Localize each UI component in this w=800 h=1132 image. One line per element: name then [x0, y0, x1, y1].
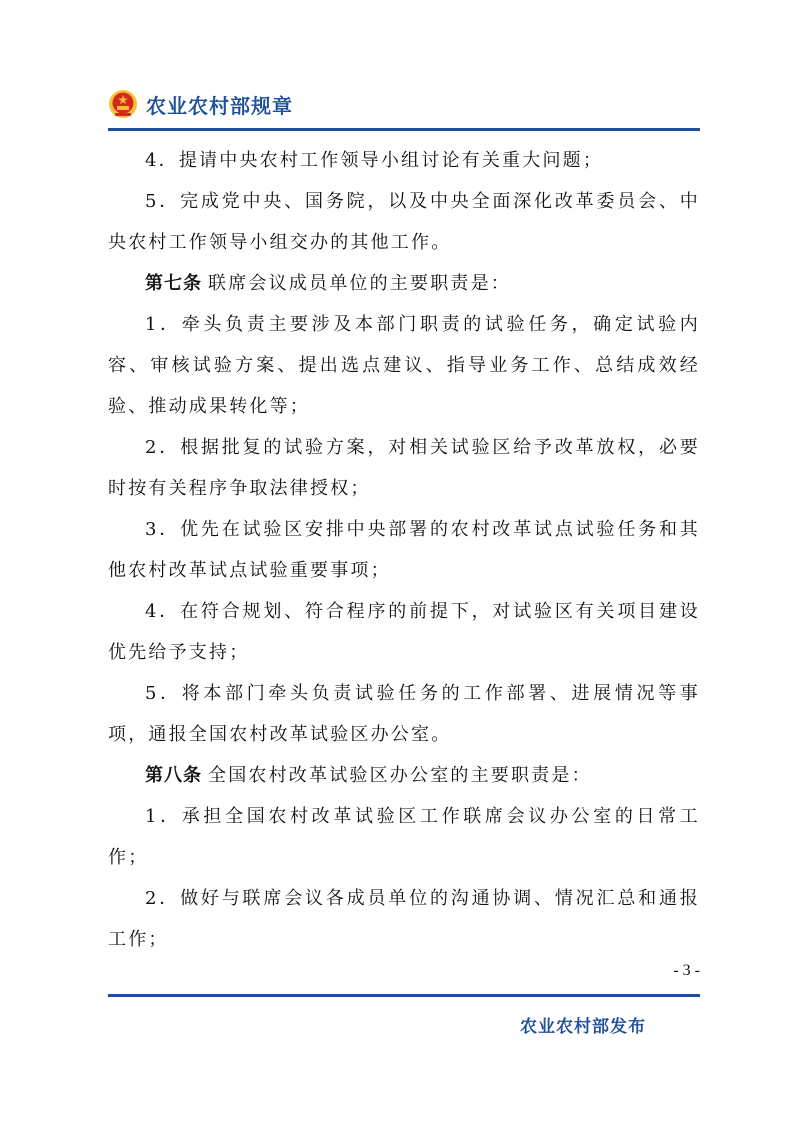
body-paragraph: 3．优先在试验区安排中央部署的农村改革试点试验任务和其他农村改革试点试验重要事项； — [108, 519, 700, 581]
national-emblem-icon — [108, 89, 138, 119]
body-paragraph: 5．完成党中央、国务院，以及中央全面深化改革委员会、中央农村工作领导小组交办的其他工作。 — [108, 191, 700, 253]
footer-divider — [108, 994, 700, 997]
document-body — [108, 140, 700, 960]
body-paragraph: 4．提请中央农村工作领导小组讨论有关重大问题； — [145, 150, 604, 171]
body-paragraph: 4．在符合规划、符合程序的前提下，对试验区有关项目建设优先给予支持； — [108, 601, 700, 663]
page-header — [108, 84, 293, 124]
article-label: 第八条 — [145, 765, 202, 786]
footer-publisher: 农业农村部发布 — [520, 1017, 646, 1037]
body-paragraph: 2．做好与联席会议各成员单位的沟通协调、情况汇总和通报工作； — [108, 888, 700, 950]
article-paragraph: 第七条 联席会议成员单位的主要职责是： — [145, 273, 511, 294]
page-number: - 3 - — [673, 962, 700, 979]
body-paragraph: 2．根据批复的试验方案，对相关试验区给予改革放权，必要时按有关程序争取法律授权； — [108, 437, 700, 499]
body-paragraph: 1．牵头负责主要涉及本部门职责的试验任务，确定试验内容、审核试验方案、提出选点建议、指导业务工作、总结成效经验、推动成果转化等； — [108, 314, 700, 417]
header-divider — [108, 128, 700, 131]
body-paragraph: 5．将本部门牵头负责试验任务的工作部署、进展情况等事项，通报全国农村改革试验区办公室。 — [108, 683, 700, 745]
body-paragraph: 1．承担全国农村改革试验区工作联席会议办公室的日常工作； — [108, 806, 700, 868]
article-paragraph: 第八条 全国农村改革试验区办公室的主要职责是： — [145, 765, 592, 786]
article-label: 第七条 — [145, 273, 202, 294]
header-title: 农业农村部规章 — [146, 93, 293, 118]
